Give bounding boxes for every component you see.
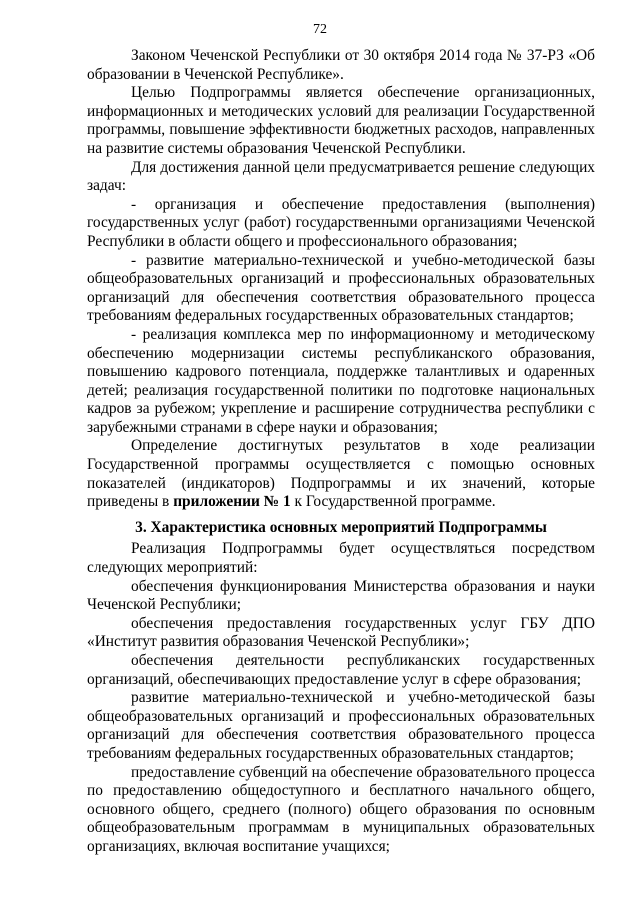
paragraph-tasks-intro: Для достижения данной цели предусматривается решение следующих задач: <box>87 158 595 195</box>
paragraph-activity-2: обеспечения предоставления государственных услуг ГБУ ДПО «Институт развития образования Чеченской Республики»; <box>87 614 595 651</box>
appendix-reference: приложении № 1 <box>173 493 291 511</box>
document-body <box>87 47 595 857</box>
paragraph-task-1: - организация и обеспечение предоставления (выполнения) государственных услуг (работ) государственными организациями Чеченской Республики в области общего и профессионального образования; <box>87 195 595 250</box>
paragraph-activity-3: обеспечения деятельности республиканских государственных организаций, обеспечивающих предоставление услуг в сфере образования; <box>87 652 595 688</box>
paragraph-task-3: - реализация комплекса мер по информационному и методическому обеспечению модернизации системы республиканского образования, повышению кадрового потенциала, поддержке талантливых и одаренных детей; реализация государственной политики по подготовке национальных кадров за рубежом; укрепление и расширение сотрудничества республики с зарубежными странами в сфере науки и образования; <box>87 325 595 436</box>
section-heading: 3. Характеристика основных мероприятий Подпрограммы <box>135 518 547 536</box>
results-text-start: Определение достигнутых результатов в ходе реализации Государственной программы осуществляется с помощью основных показателей (индикаторов) Подпрограммы и их значений, которые приведены в <box>87 437 595 511</box>
paragraph-results <box>87 437 595 511</box>
paragraph-activity-5: предоставление субвенций на обеспечение образовательного процесса по предоставлению общедоступного и бесплатного начального общего, основного общего, среднего (полного) общего образования по основным общеобразовательным программам в муниципальных образовательных организациях, включая воспитание учащихся; <box>87 763 595 855</box>
results-text-end: к Государственной программе. <box>290 493 496 511</box>
paragraph-task-2: - развитие материально-технической и учебно-методической базы общеобразовательных организаций и профессиональных образовательных организаций для обеспечения соответствия образовательного процесса требованиям федеральных государственных образовательных стандартов; <box>87 251 595 325</box>
paragraph-law-reference: Законом Чеченской Республики от 30 октября 2014 года № 37-РЗ «Об образовании в Чеченской Республике». <box>87 47 595 83</box>
paragraph-goal: Целью Подпрограммы является обеспечение организационных, информационных и методических условий для реализации Государственной программы, повышение эффективности бюджетных расходов, направленных на развитие системы образования Чеченской Республики. <box>87 84 595 157</box>
paragraph-activity-1: обеспечения функционирования Министерства образования и науки Чеченской Республики; <box>87 577 595 614</box>
paragraph-activities-intro: Реализация Подпрограммы будет осуществляться посредством следующих мероприятий: <box>87 540 595 577</box>
page-number: 72 <box>313 22 327 37</box>
paragraph-activity-4: развитие материально-технической и учебно-методической базы общеобразовательных организаций и профессиональных образовательных организаций для обеспечения соответствия образовательного процесса требованиям федеральных государственных образовательных стандартов; <box>87 689 595 762</box>
